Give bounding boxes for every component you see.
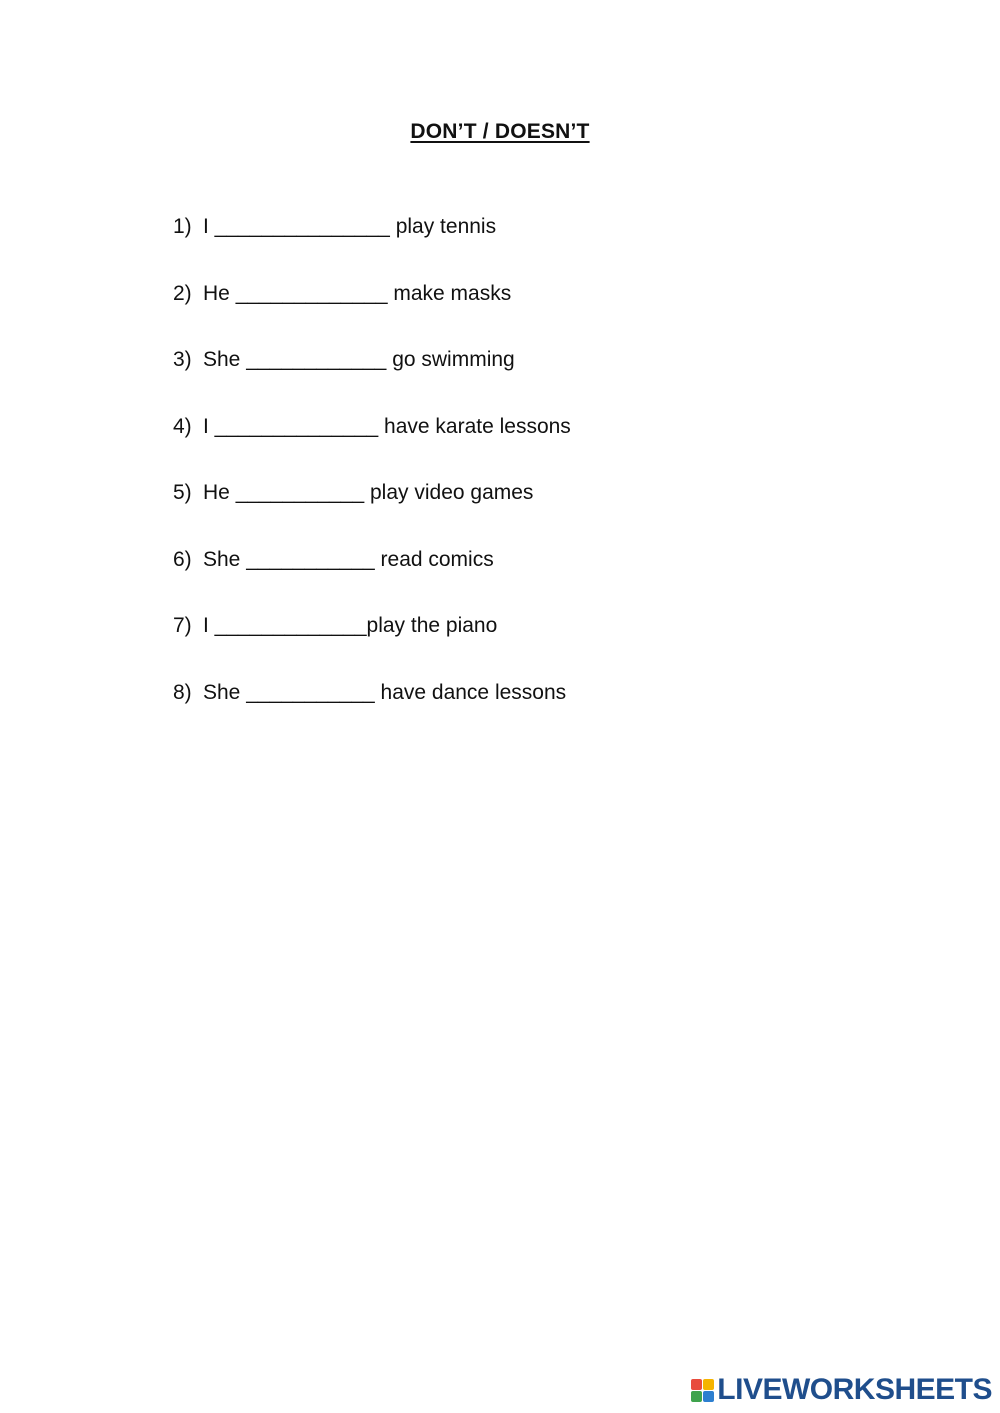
liveworksheets-logo (691, 1375, 992, 1405)
exercise-item-7 (173, 609, 571, 676)
answer-blank[interactable]: ___________ (229, 481, 370, 504)
item-subject: He (203, 281, 230, 305)
item-phrase: play the piano (366, 614, 498, 637)
item-number: 2) (173, 281, 192, 305)
item-phrase: play video games (370, 481, 534, 504)
answer-blank[interactable]: _____________ (229, 281, 394, 305)
logo-square-yellow (703, 1379, 714, 1390)
exercise-item-3 (173, 343, 571, 410)
item-number: 6) (173, 547, 192, 571)
exercise-list (173, 210, 571, 742)
item-subject: She (203, 348, 241, 371)
logo-text: LIVEWORKSHEETS (717, 1373, 992, 1406)
item-number: 4) (173, 414, 192, 438)
item-phrase: have karate lessons (384, 414, 571, 438)
logo-square-green (691, 1391, 702, 1402)
item-subject: She (203, 547, 241, 571)
item-number: 8) (173, 680, 192, 704)
item-subject: I (203, 614, 209, 637)
answer-blank[interactable]: _______________ (208, 215, 396, 238)
answer-blank[interactable]: ___________ (240, 547, 381, 571)
answer-blank[interactable]: ____________ (240, 348, 393, 371)
exercise-item-1 (173, 210, 571, 277)
item-subject: He (203, 481, 230, 504)
answer-blank[interactable]: _____________ (208, 614, 367, 637)
item-phrase: make masks (393, 281, 512, 305)
page-title: DON’T / DOESN’T (410, 120, 590, 143)
item-phrase: play tennis (395, 215, 497, 238)
logo-square-blue (703, 1391, 714, 1402)
logo-grid-icon (691, 1379, 714, 1402)
item-subject: I (203, 215, 209, 238)
item-phrase: go swimming (392, 348, 515, 371)
item-number: 3) (173, 348, 192, 371)
item-number: 1) (173, 215, 192, 238)
logo-square-red (691, 1379, 702, 1390)
answer-blank[interactable]: ______________ (208, 414, 385, 438)
exercise-item-6 (173, 543, 571, 610)
exercise-item-5 (173, 476, 571, 543)
exercise-item-4 (173, 410, 571, 477)
item-subject: She (203, 680, 241, 704)
item-subject: I (203, 414, 209, 438)
exercise-item-8 (173, 676, 571, 743)
item-phrase: read comics (380, 547, 494, 571)
item-phrase: have dance lessons (380, 680, 567, 704)
exercise-item-2 (173, 277, 571, 344)
answer-blank[interactable]: ___________ (240, 680, 381, 704)
item-number: 7) (173, 614, 192, 637)
item-number: 5) (173, 481, 192, 504)
